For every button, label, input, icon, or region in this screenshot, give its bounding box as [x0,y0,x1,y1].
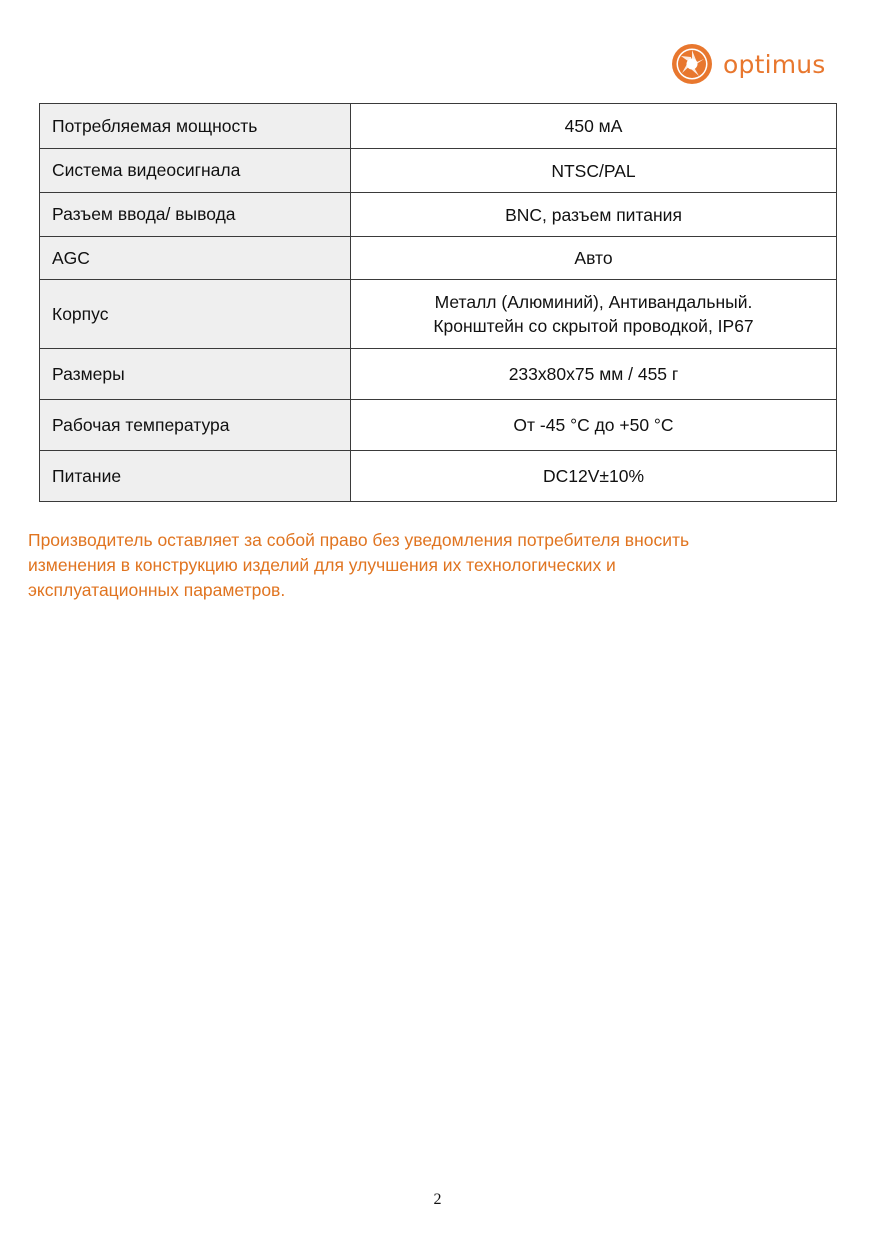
spec-value-line: DC12V±10% [542,466,645,486]
spec-label: Питание [40,451,351,502]
spec-value-line: NTSC/PAL [551,160,636,181]
spec-label: Разъем ввода/ вывода [40,193,351,237]
spec-value-line: Кронштейн со скрытой проводкой, IP67 [433,316,754,336]
table-row [40,193,837,237]
specifications-table [39,103,837,502]
spec-value [351,193,837,237]
spec-label: AGC [40,237,351,280]
spec-label: Рабочая температура [40,400,351,451]
spec-value [351,400,837,451]
table-row [40,451,837,502]
spec-value [351,349,837,400]
spec-value-line: От -45 °С до +50 °С [513,415,674,435]
spec-value [351,104,837,149]
spec-value [351,280,837,349]
spec-value-line: Металл (Алюминий), Антивандальный. [434,292,753,312]
spec-value [351,451,837,502]
spec-value [351,237,837,280]
page-number: 2 [433,1191,442,1208]
spec-label: Размеры [40,349,351,400]
spec-value [351,149,837,193]
spec-value-line: 450 мА [564,116,623,136]
spec-label: Корпус [40,280,351,349]
table-row [40,400,837,451]
table-row [40,104,837,149]
brand-name: optimus [723,49,826,79]
brand-logo [670,42,826,86]
table-row [40,237,837,280]
spec-value-line: 233x80x75 мм / 455 г [508,364,679,384]
spec-label: Потребляемая мощность [40,104,351,149]
spec-label: Система видеосигнала [40,149,351,193]
spec-value-line: BNC, разъем питания [505,204,682,225]
notice-line: изменения в конструкцию изделий для улучшения их технологических и [28,555,616,575]
notice-line: Производитель оставляет за собой право без уведомления потребителя вносить [28,530,690,550]
spec-value-line: Авто [574,248,613,268]
table-row [40,280,837,349]
table-row [40,149,837,193]
table-row [40,349,837,400]
manufacturer-notice [28,528,838,603]
notice-line: эксплуатационных параметров. [28,580,286,600]
aperture-icon [670,42,714,86]
